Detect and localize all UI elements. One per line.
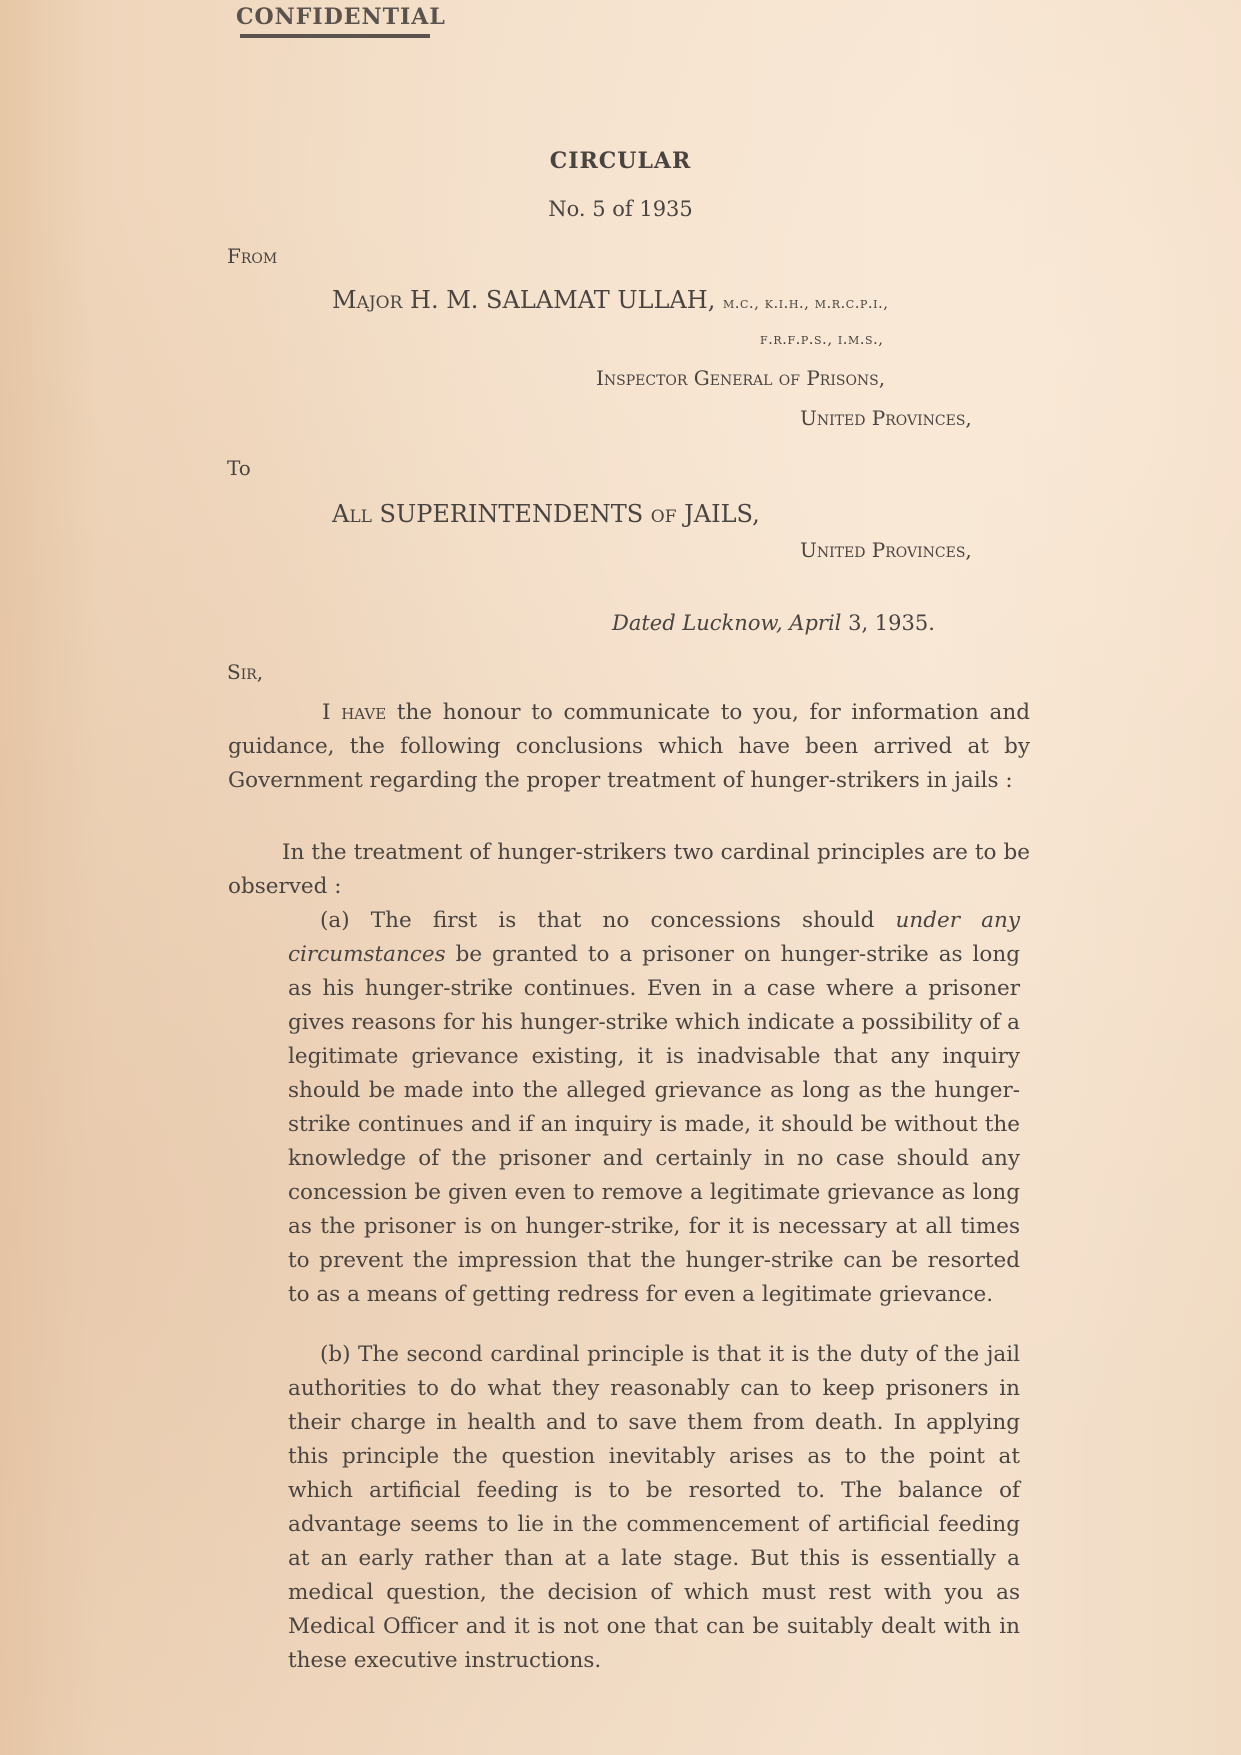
confidential-heading: CONFIDENTIAL [236,4,446,30]
to-label: To [227,456,251,480]
principle-a-marker: (a) [320,908,350,933]
sender-name: Major H. M. SALAMAT ULLAH, [332,286,716,314]
sender-qualifications-1: m.c., k.i.h., m.r.c.p.i., [722,294,889,312]
principle-b-text: The second cardinal principle is that it is the duty of the jail authorities to do what they reasonably can to keep prisoners in their charge in health and to save them from death. In applying this principle the question inevitably arises as to the point at which artificial feeding is to be resorted to. The balance of advantage seems to lie in the commencement of artificial feeding at an early rather than at a late stage. But this is essentially a medical question, the decision of which must rest with you as Medical Officer and it is not one that can be suitably dealt with in these executive instructions. [288,1342,1020,1673]
intro-lead: I have [322,700,387,725]
intro-paragraph [228,696,1030,798]
sender-qualifications-2: f.r.f.p.s., i.m.s., [760,330,884,348]
principle-a-emphasis: under any circumstances [288,908,1020,967]
sender-region: United Provinces, [800,406,972,430]
circular-title: CIRCULAR [549,148,692,174]
principle-a-part2: be granted to a prisoner on hunger-strike as long as his hunger-strike continues. Even in a case where a prisoner gives reasons for his hunger-strike which indicate a possibility of a legitimate grievance existing, it is inadvisable that any inquiry should be made into the alleged grievance as long as the hunger-strike continues and if an inquiry is made, it should be without the knowledge of the prisoner and certainly in no case should any concession be given even to remove a legitimate grievance as long as the prisoner is on hunger-strike, for it is necessary at all times to prevent the impression that the hunger-strike can be resorted to as a means of getting redress for even a legitimate grievance. [288,942,1020,1307]
principle-a-paragraph [288,904,1020,1312]
confidential-underline [240,34,430,38]
sender-name-line [332,286,889,314]
dateline-place-date: Dated Lucknow, April [612,611,842,635]
sender-office: Inspector General of Prisons, [596,366,886,390]
principle-b-marker: (b) [320,1342,351,1367]
addressee: All SUPERINTENDENTS of JAILS, [332,500,760,528]
principle-a-part1: The first is that no concessions should [349,908,896,933]
intro-text: the honour to communicate to you, for information and guidance, the following conclusions which have been arrived at by Government regarding the proper treatment of hunger-strikers in jails : [228,700,1030,793]
principle-b-paragraph [288,1338,1020,1678]
addressee-region: United Provinces, [800,538,972,562]
dateline [612,611,935,635]
salutation: Sir, [227,660,264,684]
circular-number: No. 5 of 1935 [548,197,693,221]
principles-paragraph: In the treatment of hunger-strikers two cardinal principles are to be observed : [228,840,1030,899]
dateline-day-year: 3, 1935. [848,611,935,635]
from-label: From [227,244,278,268]
